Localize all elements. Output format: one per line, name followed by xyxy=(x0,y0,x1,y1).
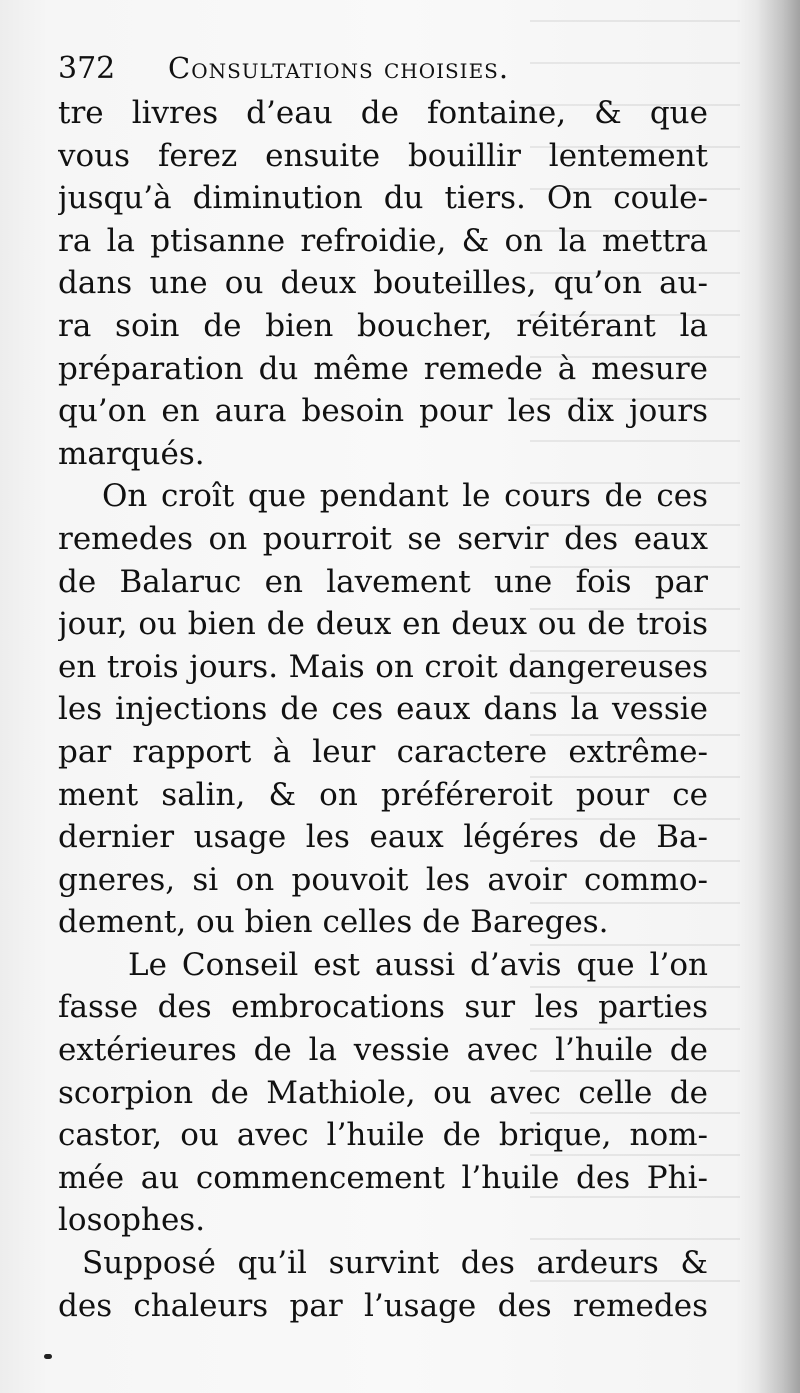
text-line: qu’on en aura besoin pour les dix jours xyxy=(58,393,708,430)
text-line: scorpion de Mathiole, ou avec celle de xyxy=(58,1074,708,1111)
text-line: tre livres d’eau de fontaine, & que xyxy=(58,95,708,131)
text-line: fasse des embrocations sur les parties xyxy=(58,989,708,1026)
text-line: des chaleurs par l’usage des remedes xyxy=(58,1287,708,1324)
text-line: préparation du même remede à mesure xyxy=(58,350,708,387)
text-line: en trois jours. Mais on croit dangereuses xyxy=(58,648,708,685)
text-line: gneres, si on pouvoit les avoir commo- xyxy=(58,861,708,898)
page-text xyxy=(58,44,708,1327)
text-line: mée au commencement l’huile des Phi- xyxy=(58,1159,708,1196)
text-line: losophes. xyxy=(58,1202,206,1239)
text-line: jusqu’à diminution du tiers. On coule- xyxy=(58,180,708,217)
text-line: dement, ou bien celles de Bareges. xyxy=(58,904,609,941)
paragraph-first-line: Le Conseil est aussi d’avis que l’on xyxy=(128,946,708,983)
text-line: ment salin, & on préféreroit pour ce xyxy=(58,776,708,813)
text-line: ra la ptisanne refroidie, & on la mettra xyxy=(58,222,708,259)
paragraph-first-line: Supposé qu’il survint des ardeurs & xyxy=(82,1245,708,1282)
page-header xyxy=(58,44,708,92)
text-line: de Balaruc en lavement une fois par xyxy=(58,563,708,600)
text-line: remedes on pourroit se servir des eaux xyxy=(58,520,708,557)
text-line: castor, ou avec l’huile de brique, nom- xyxy=(58,1117,708,1154)
page-number: 372 xyxy=(58,51,116,86)
text-line: par rapport à leur caractere extrême- xyxy=(58,733,708,770)
page-edge-shadow xyxy=(756,0,800,1393)
text-line: dans une ou deux bouteilles, qu’on au- xyxy=(58,265,708,302)
text-line: marqués. xyxy=(58,435,205,472)
ink-speck xyxy=(44,1354,52,1359)
text-line: vous ferez ensuite bouillir lentement xyxy=(58,137,708,174)
paragraph-first-line: On croît que pendant le cours de ces xyxy=(102,478,708,515)
text-line: les injections de ces eaux dans la vessie xyxy=(58,691,708,728)
running-head: Consultations choisies. xyxy=(168,51,510,85)
text-line: jour, ou bien de deux en deux ou de trois xyxy=(58,606,708,643)
text-line: extérieures de la vessie avec l’huile de xyxy=(58,1032,708,1069)
text-line: dernier usage les eaux légéres de Ba- xyxy=(58,819,708,856)
text-line: ra soin de bien boucher, réitérant la xyxy=(58,307,708,344)
